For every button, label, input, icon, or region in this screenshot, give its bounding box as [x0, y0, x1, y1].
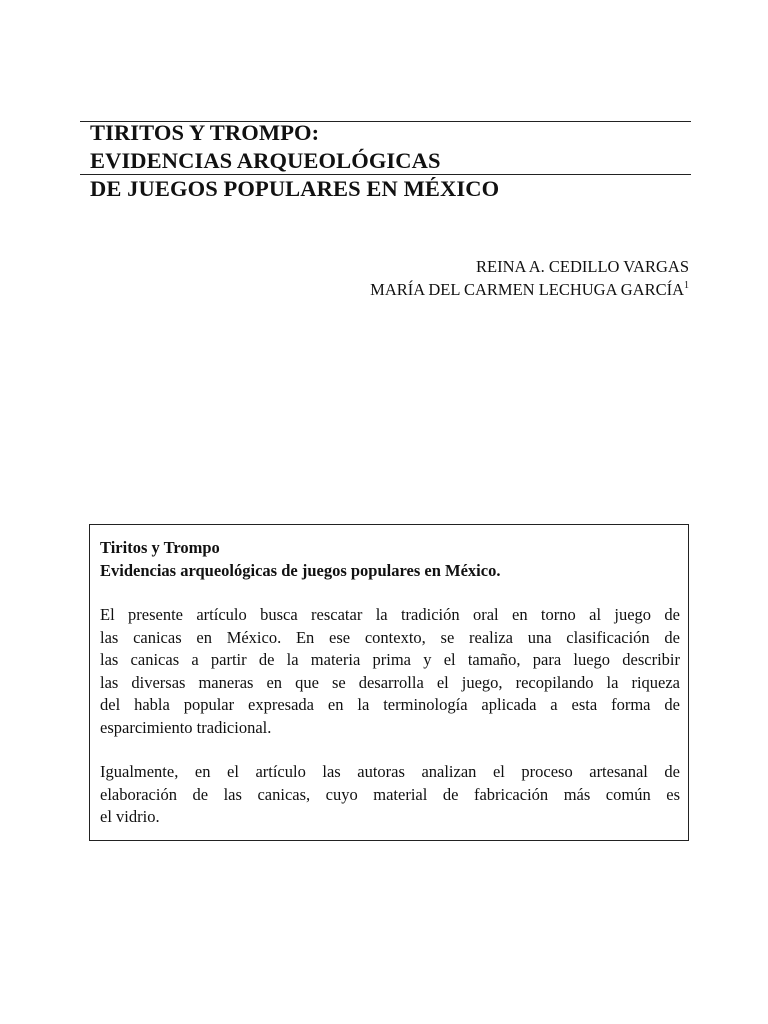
abstract-paragraph-2	[100, 761, 680, 829]
title-line-3: DE JUEGOS POPULARES EN MÉXICO	[90, 176, 500, 201]
abstract-box	[89, 524, 689, 841]
author-1: REINA A. CEDILLO VARGAS	[476, 257, 689, 276]
paragraph-line: el vidrio.	[100, 807, 160, 826]
paragraph-line: las canicas en México. En ese contexto, se realiza una clasificación de	[100, 627, 680, 647]
title-line-2: EVIDENCIAS ARQUEOLÓGICAS	[90, 148, 441, 173]
abstract-content	[100, 537, 680, 829]
paragraph-line: las canicas a partir de la materia prima y el tamaño, para luego describir	[100, 650, 680, 669]
abstract-heading-1: Tiritos y Trompo	[100, 538, 220, 557]
abstract-paragraph-1	[100, 604, 680, 739]
article-title	[90, 119, 690, 203]
paragraph-line: Igualmente, en el artículo las autoras analizan el proceso artesanal de	[100, 762, 680, 781]
author-2: MARÍA DEL CARMEN LECHUGA GARCÍA	[370, 280, 684, 299]
author-block	[370, 255, 689, 301]
author-2-footnote-marker: 1	[684, 280, 689, 291]
author-2-line	[370, 278, 689, 301]
paragraph-line: esparcimiento tradicional.	[100, 717, 272, 737]
paragraph-line: elaboración de las canicas, cuyo material de fabricación más común es	[100, 784, 680, 804]
paragraph-line: El presente artículo busca rescatar la tradición oral en torno al juego de	[100, 605, 680, 624]
title-line-1: TIRITOS Y TROMPO:	[90, 120, 320, 145]
paragraph-line: del habla popular expresada en la terminología aplicada a esta forma de	[100, 695, 680, 714]
abstract-heading-2: Evidencias arqueológicas de juegos populares en México.	[100, 560, 501, 580]
paragraph-line: las diversas maneras en que se desarrolla el juego, recopilando la riqueza	[100, 672, 680, 692]
